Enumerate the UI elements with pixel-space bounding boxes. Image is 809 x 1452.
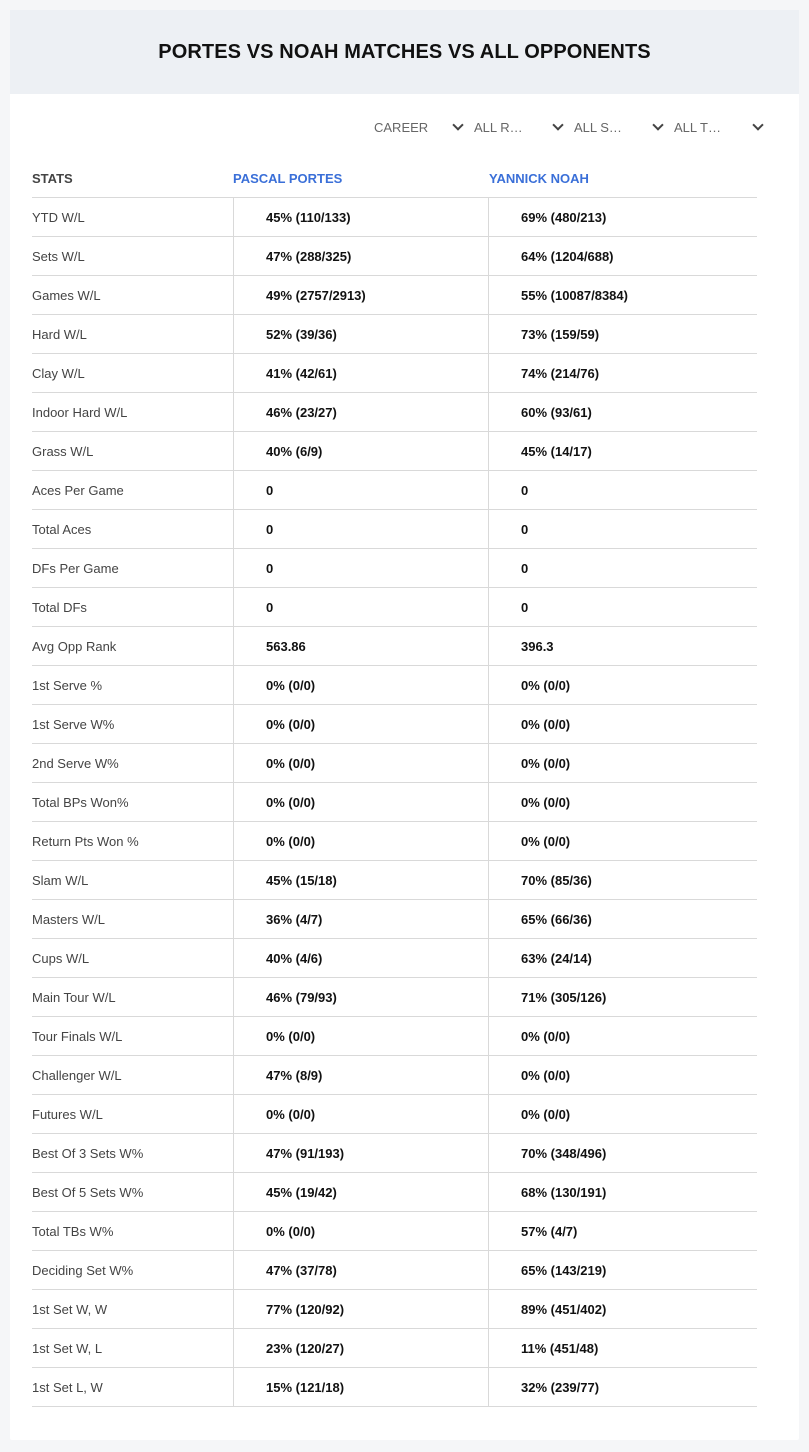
stat-label: 1st Serve W%: [32, 716, 115, 732]
table-row: [32, 1290, 757, 1329]
stat-label: Tour Finals W/L: [32, 1028, 123, 1044]
stat-label: Sets W/L: [32, 248, 85, 264]
player1-value: 47% (8/9): [233, 1056, 488, 1094]
stat-label: DFs Per Game: [32, 560, 119, 576]
stat-label: Hard W/L: [32, 326, 87, 342]
player2-value: 69% (480/213): [488, 198, 757, 236]
stat-label: Futures W/L: [32, 1106, 103, 1122]
stat-label: Masters W/L: [32, 911, 105, 927]
player2-value: 0: [488, 471, 757, 509]
player1-value: 47% (91/193): [233, 1134, 488, 1172]
player1-value: 46% (79/93): [233, 978, 488, 1016]
stat-label: 1st Set W, L: [32, 1340, 103, 1356]
player2-value: 0% (0/0): [488, 1056, 757, 1094]
player1-value: 40% (6/9): [233, 432, 488, 470]
column-header-stats: STATS: [32, 171, 73, 186]
player2-value: 55% (10087/8384): [488, 276, 757, 314]
player1-value: 77% (120/92): [233, 1290, 488, 1328]
player2-value: 396.3: [488, 627, 757, 665]
table-row: [32, 549, 757, 588]
stat-label: Deciding Set W%: [32, 1262, 134, 1278]
stat-label: 2nd Serve W%: [32, 755, 119, 771]
player2-value: 0: [488, 588, 757, 626]
table-header: [32, 160, 757, 198]
stat-label: Cups W/L: [32, 950, 90, 966]
table-row: [32, 1173, 757, 1212]
player2-value: 57% (4/7): [488, 1212, 757, 1250]
player1-value: 23% (120/27): [233, 1329, 488, 1367]
stat-label: Games W/L: [32, 287, 101, 303]
stat-label: Main Tour W/L: [32, 989, 116, 1005]
player1-value: 0: [233, 471, 488, 509]
filter-label: CAREER: [374, 119, 429, 135]
player1-value: 0% (0/0): [233, 822, 488, 860]
table-row: [32, 1017, 757, 1056]
table-row: [32, 939, 757, 978]
player1-value: 0% (0/0): [233, 744, 488, 782]
player1-value: 52% (39/36): [233, 315, 488, 353]
player1-value: 0% (0/0): [233, 1017, 488, 1055]
stat-label: Grass W/L: [32, 443, 94, 459]
filter-label: ALL T…: [674, 119, 721, 135]
stat-label: 1st Set L, W: [32, 1379, 103, 1395]
player2-value: 0% (0/0): [488, 783, 757, 821]
table-row: [32, 744, 757, 783]
stat-label: Total TBs W%: [32, 1223, 114, 1239]
table-row: [32, 783, 757, 822]
stat-label: Total BPs Won%: [32, 794, 129, 810]
table-row: [32, 1212, 757, 1251]
table-row: [32, 627, 757, 666]
page-title: PORTES VS NOAH MATCHES VS ALL OPPONENTS: [158, 40, 651, 63]
player1-value: 0: [233, 588, 488, 626]
stat-label: Slam W/L: [32, 872, 89, 888]
chevron-down-icon: [652, 119, 663, 130]
player1-value: 0% (0/0): [233, 1212, 488, 1250]
player2-value: 68% (130/191): [488, 1173, 757, 1211]
table-row: [32, 237, 757, 276]
filter-label: ALL R…: [474, 119, 523, 135]
player2-value: 0: [488, 549, 757, 587]
player1-value: 0% (0/0): [233, 783, 488, 821]
player1-value: 0: [233, 510, 488, 548]
stat-label: Best Of 3 Sets W%: [32, 1145, 144, 1161]
player2-value: 0% (0/0): [488, 744, 757, 782]
table-row: [32, 900, 757, 939]
player1-value: 41% (42/61): [233, 354, 488, 392]
player2-value: 11% (451/48): [488, 1329, 757, 1367]
player2-value: 0% (0/0): [488, 666, 757, 704]
table-row: [32, 315, 757, 354]
filter-surfaces-select[interactable]: [574, 117, 674, 137]
player1-value: 45% (15/18): [233, 861, 488, 899]
filter-label: ALL S…: [574, 119, 622, 135]
stat-label: Aces Per Game: [32, 482, 124, 498]
filter-career-select[interactable]: [374, 117, 474, 137]
table-row: [32, 861, 757, 900]
player2-value: 65% (66/36): [488, 900, 757, 938]
player1-value: 0% (0/0): [233, 1095, 488, 1133]
table-row: [32, 393, 757, 432]
player2-value: 71% (305/126): [488, 978, 757, 1016]
table-row: [32, 276, 757, 315]
chevron-down-icon: [752, 119, 763, 130]
player1-value: 0% (0/0): [233, 666, 488, 704]
player2-value: 70% (348/496): [488, 1134, 757, 1172]
player2-value: 0% (0/0): [488, 1017, 757, 1055]
stat-label: Total Aces: [32, 521, 92, 537]
player2-value: 74% (214/76): [488, 354, 757, 392]
player1-value: 563.86: [233, 627, 488, 665]
player2-value: 64% (1204/688): [488, 237, 757, 275]
player1-value: 36% (4/7): [233, 900, 488, 938]
table-row: [32, 1368, 757, 1407]
player2-value: 63% (24/14): [488, 939, 757, 977]
table-row: [32, 510, 757, 549]
stat-label: 1st Serve %: [32, 677, 103, 693]
column-header-player1-link[interactable]: PASCAL PORTES: [233, 171, 343, 186]
stat-label: Avg Opp Rank: [32, 638, 117, 654]
table-row: [32, 1134, 757, 1173]
column-header-player2-link[interactable]: YANNICK NOAH: [489, 171, 589, 186]
table-row: [32, 471, 757, 510]
player2-value: 89% (451/402): [488, 1290, 757, 1328]
table-row: [32, 198, 757, 237]
stat-label: Clay W/L: [32, 365, 85, 381]
player2-value: 65% (143/219): [488, 1251, 757, 1289]
player2-value: 60% (93/61): [488, 393, 757, 431]
player1-value: 47% (37/78): [233, 1251, 488, 1289]
stat-label: Indoor Hard W/L: [32, 404, 128, 420]
filter-bar: [374, 117, 774, 137]
table-row: [32, 822, 757, 861]
stats-table: [32, 160, 757, 1407]
table-row: [32, 588, 757, 627]
player1-value: 40% (4/6): [233, 939, 488, 977]
chevron-down-icon: [552, 119, 563, 130]
player2-value: 0: [488, 510, 757, 548]
player2-value: 0% (0/0): [488, 1095, 757, 1133]
stat-label: Best Of 5 Sets W%: [32, 1184, 144, 1200]
player1-value: 45% (19/42): [233, 1173, 488, 1211]
player1-value: 45% (110/133): [233, 198, 488, 236]
player1-value: 0: [233, 549, 488, 587]
stat-label: Total DFs: [32, 599, 87, 615]
table-row: [32, 354, 757, 393]
table-row: [32, 1251, 757, 1290]
player2-value: 0% (0/0): [488, 822, 757, 860]
player2-value: 32% (239/77): [488, 1368, 757, 1406]
player1-value: 0% (0/0): [233, 705, 488, 743]
player2-value: 73% (159/59): [488, 315, 757, 353]
player1-value: 47% (288/325): [233, 237, 488, 275]
table-row: [32, 1095, 757, 1134]
player1-value: 46% (23/27): [233, 393, 488, 431]
table-row: [32, 978, 757, 1017]
stat-label: Return Pts Won %: [32, 833, 139, 849]
table-row: [32, 1056, 757, 1095]
card-header: [10, 10, 799, 94]
filter-rounds-select[interactable]: [474, 117, 574, 137]
player1-value: 15% (121/18): [233, 1368, 488, 1406]
filter-tournaments-select[interactable]: [674, 117, 774, 137]
stat-label: Challenger W/L: [32, 1067, 122, 1083]
table-row: [32, 666, 757, 705]
stat-label: YTD W/L: [32, 209, 85, 225]
player2-value: 45% (14/17): [488, 432, 757, 470]
table-body: [32, 198, 757, 1407]
table-row: [32, 1329, 757, 1368]
player2-value: 0% (0/0): [488, 705, 757, 743]
player1-value: 49% (2757/2913): [233, 276, 488, 314]
player2-value: 70% (85/36): [488, 861, 757, 899]
table-row: [32, 432, 757, 471]
chevron-down-icon: [452, 119, 463, 130]
stat-label: 1st Set W, W: [32, 1301, 108, 1317]
table-row: [32, 705, 757, 744]
